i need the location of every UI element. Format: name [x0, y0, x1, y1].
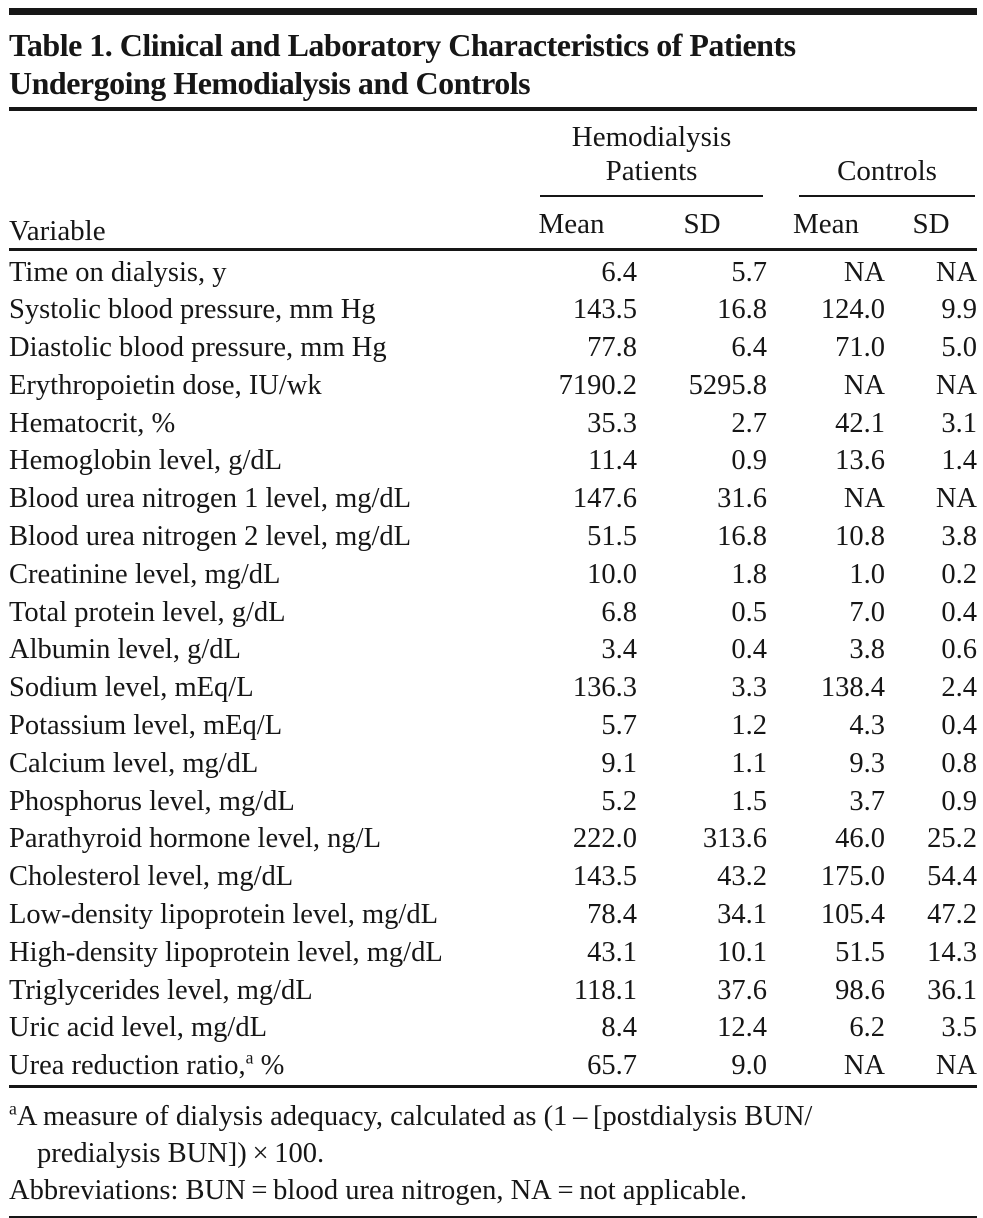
variable-cell: Hemoglobin level, g/dL — [9, 445, 283, 477]
hd-mean-cell: 11.4 — [588, 445, 637, 477]
hd-mean-cell: 77.8 — [587, 332, 637, 364]
hd-mean-cell: 118.1 — [573, 974, 637, 1006]
hd-mean-cell: 3.4 — [601, 634, 637, 666]
hd-mean-cell: 6.8 — [601, 596, 637, 628]
variable-cell: Blood urea nitrogen 2 level, mg/dL — [9, 521, 412, 553]
hd-sd-cell: 0.4 — [731, 634, 768, 666]
hd-sd-cell: 31.6 — [717, 483, 768, 515]
ctrl-sd-cell: 0.4 — [941, 596, 978, 628]
ctrl-sd-cell: 14.3 — [927, 936, 978, 968]
clinical-characteristics-table — [9, 111, 977, 1086]
controls-group-header — [767, 111, 977, 197]
ctrl-mean-cell: 175.0 — [820, 861, 886, 893]
ctrl-sd-cell: 25.2 — [927, 823, 978, 855]
variable-cell: Diastolic blood pressure, mm Hg — [9, 332, 387, 364]
table-row — [9, 820, 977, 858]
table-title-line1: Table 1. Clinical and Laboratory Characteristics of Patients — [9, 27, 796, 63]
ctrl-mean-cell: 9.3 — [849, 747, 886, 779]
hd-sd-cell: 5.7 — [731, 256, 768, 288]
ctrl-mean-cell: 46.0 — [835, 823, 886, 855]
table-row — [9, 745, 977, 783]
ctrl-sd-cell: 0.6 — [941, 634, 978, 666]
variable-cell: Erythropoietin dose, IU/wk — [9, 369, 322, 401]
hd-mean-cell: 136.3 — [572, 672, 637, 704]
variable-cell: Time on dialysis, y — [9, 256, 227, 288]
ctrl-sd-column-header: SD — [885, 197, 977, 250]
hd-sd-cell: 1.8 — [731, 558, 768, 590]
hd-mean-cell: 9.1 — [601, 747, 637, 779]
hd-sd-cell: 16.8 — [717, 521, 768, 553]
table-row — [9, 934, 977, 972]
hd-sd-cell: 34.1 — [717, 899, 768, 931]
hd-mean-cell: 5.2 — [601, 785, 637, 817]
variable-cell: Urea reduction ratio,$^a$ % — [9, 1047, 285, 1082]
ctrl-mean-cell: NA — [843, 1050, 886, 1082]
table-row — [9, 291, 977, 329]
ctrl-sd-cell: 0.9 — [941, 785, 978, 817]
ctrl-mean-cell: NA — [843, 369, 886, 401]
table-title — [9, 26, 977, 102]
table-row — [9, 442, 977, 480]
hd-mean-cell: 10.0 — [587, 558, 637, 590]
hd-sd-column-header: SD — [637, 197, 767, 250]
variable-cell: Creatinine level, mg/dL — [9, 558, 281, 590]
hd-sd-cell: 43.2 — [717, 861, 768, 893]
ctrl-mean-cell: 13.6 — [835, 445, 886, 477]
variable-cell: High-density lipoprotein level, mg/dL — [9, 936, 443, 968]
table-row — [9, 783, 977, 821]
table-row — [9, 631, 977, 669]
ctrl-mean-cell: 105.4 — [820, 899, 886, 931]
hd-sd-cell: 10.1 — [717, 936, 768, 968]
hd-sd-cell: 9.0 — [731, 1050, 768, 1082]
table-row — [9, 329, 977, 367]
table-header — [9, 111, 977, 250]
variable-cell: Blood urea nitrogen 1 level, mg/dL — [9, 483, 412, 515]
hd-sd-cell: 12.4 — [717, 1012, 768, 1044]
hd-mean-cell: 5.7 — [601, 710, 637, 742]
hd-sd-cell: 5295.8 — [688, 369, 768, 401]
hd-mean-column-header: Mean — [506, 197, 637, 250]
ctrl-sd-cell: 3.8 — [941, 521, 978, 553]
hd-sd-cell: 1.1 — [731, 747, 768, 779]
hd-mean-cell: 6.4 — [601, 256, 637, 288]
ctrl-sd-cell: 0.2 — [941, 558, 978, 590]
table-row — [9, 858, 977, 896]
ctrl-sd-cell: NA — [935, 256, 978, 288]
ctrl-mean-cell: 71.0 — [835, 332, 886, 364]
ctrl-sd-cell: NA — [935, 369, 978, 401]
hd-mean-cell: 78.4 — [587, 899, 637, 931]
ctrl-mean-cell: 98.6 — [835, 974, 886, 1006]
hemodialysis-group-header — [506, 111, 767, 197]
hd-sd-cell: 6.4 — [731, 332, 768, 364]
ctrl-sd-cell: 1.4 — [941, 445, 978, 477]
ctrl-mean-cell: 124.0 — [820, 294, 886, 326]
hd-mean-cell: 222.0 — [572, 823, 637, 855]
hd-mean-cell: 65.7 — [587, 1050, 637, 1082]
top-rule — [9, 8, 977, 15]
ctrl-mean-cell: 7.0 — [849, 596, 886, 628]
variable-cell: Total protein level, g/dL — [9, 596, 286, 628]
variable-cell: Calcium level, mg/dL — [9, 747, 259, 779]
ctrl-sd-cell: 0.8 — [941, 747, 978, 779]
hd-mean-cell: 51.5 — [587, 521, 637, 553]
ctrl-sd-cell: 47.2 — [927, 899, 978, 931]
variable-cell: Albumin level, g/dL — [9, 634, 241, 666]
hd-sd-cell: 3.3 — [731, 672, 768, 704]
hd-sd-cell: 2.7 — [731, 407, 768, 439]
variable-cell: Low-density lipoprotein level, mg/dL — [9, 899, 439, 931]
hd-mean-cell: 8.4 — [601, 1012, 637, 1044]
hd-sd-cell: 1.5 — [731, 785, 768, 817]
table-row — [9, 1047, 977, 1085]
table-row — [9, 896, 977, 934]
table-row — [9, 556, 977, 594]
footnote-a-line2: predialysis BUN]) × 100. — [37, 1137, 325, 1169]
hd-mean-cell: 147.6 — [572, 483, 637, 515]
table-row — [9, 518, 977, 556]
ctrl-sd-cell: 3.1 — [941, 407, 978, 439]
ctrl-mean-cell: 3.7 — [849, 785, 886, 817]
ctrl-mean-cell: NA — [843, 256, 886, 288]
ctrl-mean-cell: 51.5 — [835, 936, 886, 968]
spanner-row — [9, 111, 977, 197]
variable-column-header: Variable — [9, 111, 506, 250]
hd-mean-cell: 7190.2 — [558, 369, 637, 401]
ctrl-sd-cell: 5.0 — [941, 332, 978, 364]
table-title-line2: Undergoing Hemodialysis and Controls — [9, 65, 531, 101]
hd-mean-cell: 143.5 — [572, 294, 637, 326]
variable-cell: Potassium level, mEq/L — [9, 710, 283, 742]
ctrl-sd-cell: 3.5 — [941, 1012, 978, 1044]
table-row — [9, 669, 977, 707]
ctrl-mean-column-header: Mean — [767, 197, 885, 250]
ctrl-sd-cell: NA — [935, 1050, 978, 1082]
table-row — [9, 1009, 977, 1047]
hd-sd-cell: 16.8 — [717, 294, 768, 326]
ctrl-mean-cell: 4.3 — [849, 710, 886, 742]
ctrl-sd-cell: 2.4 — [941, 672, 978, 704]
table-body — [9, 249, 977, 1085]
ctrl-sd-cell: 36.1 — [927, 974, 978, 1006]
variable-cell: Phosphorus level, mg/dL — [9, 785, 295, 817]
ctrl-mean-cell: NA — [843, 483, 886, 515]
ctrl-mean-cell: 1.0 — [849, 558, 886, 590]
variable-cell: Sodium level, mEq/L — [9, 672, 254, 704]
ctrl-sd-cell: NA — [935, 483, 978, 515]
ctrl-mean-cell: 3.8 — [849, 634, 886, 666]
variable-cell: Hematocrit, % — [9, 407, 176, 439]
ctrl-sd-cell: 54.4 — [927, 861, 978, 893]
footnotes — [9, 1088, 977, 1216]
table-row — [9, 707, 977, 745]
hd-sd-cell: 1.2 — [731, 710, 768, 742]
ctrl-sd-cell: 0.4 — [941, 710, 978, 742]
table-row — [9, 972, 977, 1010]
ctrl-mean-cell: 138.4 — [820, 672, 886, 704]
abbreviations-note: Abbreviations: BUN = blood urea nitrogen, NA = not applicable. — [9, 1174, 748, 1206]
variable-cell: Systolic blood pressure, mm Hg — [9, 294, 376, 326]
variable-cell: Cholesterol level, mg/dL — [9, 861, 294, 893]
variable-cell: Uric acid level, mg/dL — [9, 1012, 267, 1044]
variable-cell: Triglycerides level, mg/dL — [9, 974, 313, 1006]
hd-sd-cell: 0.5 — [731, 596, 768, 628]
hd-mean-cell: 43.1 — [587, 936, 637, 968]
table-row — [9, 594, 977, 632]
hd-mean-cell: 143.5 — [572, 861, 637, 893]
hd-sd-cell: 37.6 — [717, 974, 768, 1006]
variable-cell: Parathyroid hormone level, ng/L — [9, 823, 381, 855]
table-row — [9, 480, 977, 518]
ctrl-mean-cell: 42.1 — [835, 407, 886, 439]
hemodialysis-group-label: Hemodialysis Patients — [571, 120, 732, 187]
hd-sd-cell: 0.9 — [731, 445, 768, 477]
ctrl-mean-cell: 6.2 — [849, 1012, 886, 1044]
footnote-a-line1: $^a$A measure of dialysis adequacy, calculated as (1 – [postdialysis BUN/ — [9, 1098, 813, 1132]
ctrl-mean-cell: 10.8 — [835, 521, 886, 553]
hd-mean-cell: 35.3 — [587, 407, 637, 439]
hd-sd-cell: 313.6 — [702, 823, 768, 855]
ctrl-sd-cell: 9.9 — [941, 294, 978, 326]
controls-group-label: Controls — [837, 154, 937, 187]
table-row — [9, 249, 977, 291]
table-row — [9, 367, 977, 405]
table-row — [9, 405, 977, 443]
